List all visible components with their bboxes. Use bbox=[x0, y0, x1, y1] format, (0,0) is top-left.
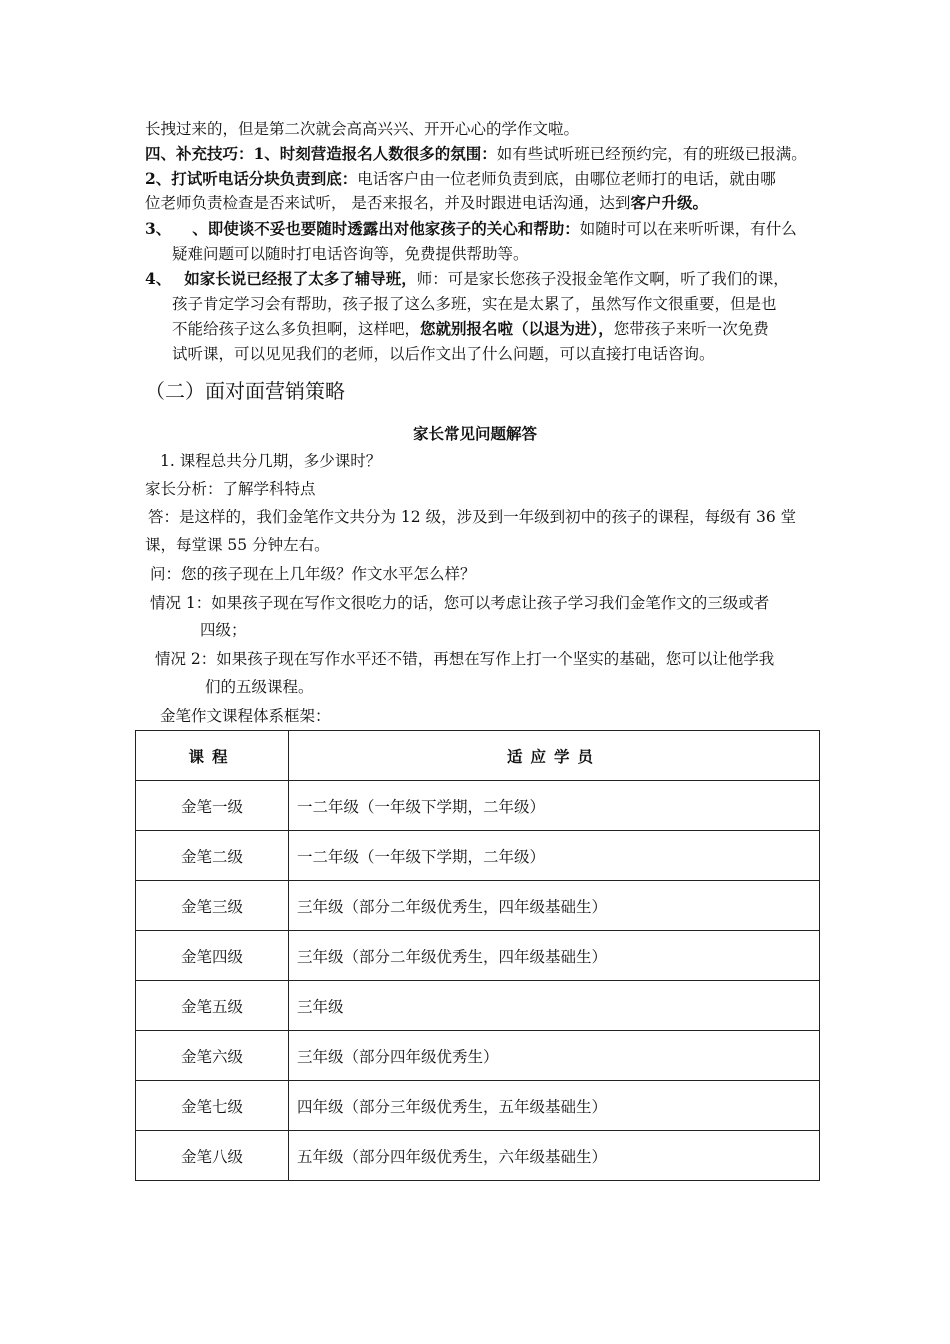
tip-2-line-2 bbox=[145, 193, 708, 213]
text: 电话客户由一位老师负责到底，由哪位老师打的电话，就由哪 bbox=[357, 170, 776, 188]
students-cell: 三年级（部分四年级优秀生） bbox=[289, 1031, 820, 1081]
text: 位老师负责检查是否来试听， 是否来报名，并及时跟进电话沟通，达到 bbox=[145, 194, 631, 212]
course-cell: 金笔四级 bbox=[136, 931, 289, 981]
course-cell: 金笔八级 bbox=[136, 1131, 289, 1181]
framework-label: 金笔作文课程体系框架： bbox=[160, 707, 331, 725]
table-row bbox=[136, 1131, 820, 1181]
text: 不能给孩子这么多负担啊，这样吧， bbox=[172, 320, 421, 338]
table-row bbox=[136, 781, 820, 831]
tip-4-line-2 bbox=[172, 294, 777, 314]
text: 如随时可以在来听听课，有什么 bbox=[579, 220, 797, 238]
tip-4-heading-line bbox=[145, 144, 807, 164]
tip-4-line-4 bbox=[172, 344, 715, 364]
tip-3-line-2 bbox=[172, 244, 529, 264]
faq-title: 家长常见问题解答 bbox=[412, 424, 537, 443]
course-cell: 金笔一级 bbox=[136, 781, 289, 831]
course-cell: 金笔五级 bbox=[136, 981, 289, 1031]
students-cell: 一二年级（一年级下学期，二年级） bbox=[289, 831, 820, 881]
tip-3-line bbox=[145, 219, 797, 239]
bold-text: 您就别报名啦（以退为进）， bbox=[420, 319, 614, 338]
table-row bbox=[136, 831, 820, 881]
table-row bbox=[136, 1031, 820, 1081]
case-1-line-2: 四级； bbox=[200, 621, 247, 639]
ask-line: 问：您的孩子现在上几年级？作文水平怎么样？ bbox=[150, 565, 476, 583]
course-cell: 金笔二级 bbox=[136, 831, 289, 881]
course-cell: 金笔三级 bbox=[136, 881, 289, 931]
bold-text: 如家长说已经报了太多了辅导班， bbox=[184, 269, 417, 288]
text: 试听课，可以见见我们的老师，以后作文出了什么问题，可以直接打电话咨询。 bbox=[172, 345, 715, 363]
table-row bbox=[136, 1081, 820, 1131]
bold-text: 、即使谈不妥也要随时透露出对他家孩子的关心和帮助： bbox=[192, 219, 580, 238]
students-cell: 三年级 bbox=[289, 981, 820, 1031]
bold-text: 客户升级。 bbox=[630, 193, 708, 212]
case-1-line-1: 情况 1：如果孩子现在写作文很吃力的话，您可以考虑让孩子学习我们金笔作文的三级或者 bbox=[150, 594, 770, 612]
students-cell: 三年级（部分二年级优秀生，四年级基础生） bbox=[289, 931, 820, 981]
text: 疑难问题可以随时打电话咨询等，免费提供帮助等。 bbox=[172, 245, 529, 263]
answer-line-1: 答：是这样的，我们金笔作文共分为 12 级，涉及到一年级到初中的孩子的课程，每级有 36 堂 bbox=[148, 508, 797, 526]
text: 孩子肯定学习会有帮助，孩子报了这么多班，实在是太累了，虽然写作文很重要，但是也 bbox=[172, 295, 777, 313]
answer-line-2: 课，每堂课 55 分钟左右。 bbox=[145, 536, 330, 554]
students-cell: 四年级（部分三年级优秀生，五年级基础生） bbox=[289, 1081, 820, 1131]
case-2-line-2: 们的五级课程。 bbox=[205, 678, 314, 696]
course-table bbox=[135, 730, 820, 1181]
table-row bbox=[136, 931, 820, 981]
header-students: 适应学员 bbox=[289, 731, 820, 781]
course-cell: 金笔七级 bbox=[136, 1081, 289, 1131]
text: 您带孩子来听一次免费 bbox=[613, 320, 769, 338]
students-cell: 三年级（部分二年级优秀生，四年级基础生） bbox=[289, 881, 820, 931]
bold-text: 四、补充技巧：1、时刻营造报名人数很多的氛围： bbox=[145, 144, 497, 163]
header-course: 课程 bbox=[136, 731, 289, 781]
list-number: 3、 bbox=[145, 219, 172, 238]
table-row bbox=[136, 881, 820, 931]
students-cell: 一二年级（一年级下学期，二年级） bbox=[289, 781, 820, 831]
table-header-row bbox=[136, 731, 820, 781]
list-number: 4、 bbox=[145, 269, 172, 288]
case-2-line-1: 情况 2：如果孩子现在写作水平还不错，再想在写作上打一个坚实的基础，您可以让他学我 bbox=[155, 650, 775, 668]
students-cell: 五年级（部分四年级优秀生，六年级基础生） bbox=[289, 1131, 820, 1181]
table-row bbox=[136, 981, 820, 1031]
text: 师：可是家长您孩子没报金笔作文啊，听了我们的课， bbox=[416, 270, 789, 288]
parent-analysis: 家长分析：了解学科特点 bbox=[145, 480, 316, 498]
section-heading: （二）面对面营销策略 bbox=[145, 379, 345, 403]
bold-text: 2、打试听电话分块负责到底： bbox=[145, 169, 358, 188]
course-cell: 金笔六级 bbox=[136, 1031, 289, 1081]
text: 长拽过来的，但是第二次就会高高兴兴、开开心心的学作文啦。 bbox=[145, 120, 580, 138]
tip-2-line bbox=[145, 169, 776, 189]
text: 如有些试听班已经预约完，有的班级已报满。 bbox=[496, 145, 807, 163]
tip-4-line bbox=[145, 269, 789, 289]
tip-4-line-3 bbox=[172, 319, 769, 339]
question-1: 1. 课程总共分几期，多少课时？ bbox=[160, 452, 382, 470]
paragraph-line bbox=[145, 119, 579, 139]
